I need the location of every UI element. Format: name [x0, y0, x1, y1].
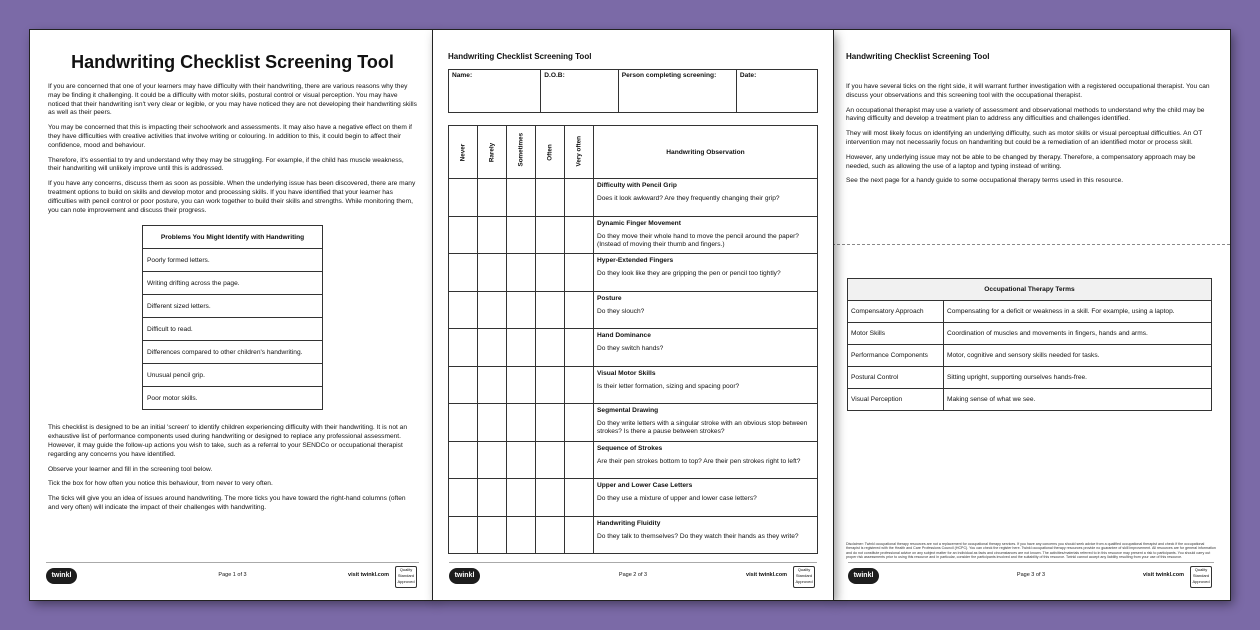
problem-item: Poor motor skills.: [143, 387, 323, 410]
intro-paragraph: If you are concerned that one of your learners may have difficulty with their handwriting, there are various reasons why they may be finding it challenging. It could be a difficulty with motor skills, postural control or visual perception. You may have noticed that their handwriting isn't very clear or legible, or you may have noticed they are not developing their handwriting skills as well as their peers.: [48, 83, 417, 117]
observation-title: Posture: [597, 294, 622, 302]
problems-table-header: Problems You Might Identify with Handwriting: [143, 226, 323, 249]
page-footer: [449, 566, 817, 588]
page-number: Page 2 of 3: [618, 572, 648, 578]
body-paragraph: The ticks will give you an idea of issues around handwriting. The more ticks you have toward the right-hand columns (often and very often) will indicate the impact of their challenges with handwriting.: [48, 495, 406, 511]
visit-link[interactable]: visit twinkl.com: [348, 572, 389, 578]
body-paragraph: This checklist is designed to be an initial 'screen' to identify children experiencing difficulty with their handwriting. It is not an exhaustive list of performance components used during handwriting or designed to replace any professional assessment. However, it may guide the follow-up actions you wish to take, such as a referral to your SENDCo or occupational therapist regarding any concerns you have identified.: [48, 424, 408, 458]
observation-title: Dynamic Finger Movement: [597, 219, 681, 227]
tick-box[interactable]: [565, 254, 594, 292]
term-definition: Making sense of what we see.: [944, 389, 1212, 411]
observation-question: Does it look awkward? Are they frequently changing their grip?: [597, 195, 780, 202]
terms-table-header: Occupational Therapy Terms: [848, 279, 1212, 301]
column-never: Never: [449, 126, 478, 179]
observation-row: [449, 329, 818, 367]
observation-row: [449, 254, 818, 292]
tick-box[interactable]: [449, 254, 478, 292]
page-3: [832, 30, 1230, 600]
column-rarely: Rarely: [478, 126, 507, 179]
ot-paragraph: If you have several ticks on the right side, it will warrant further investigation with a registered occupational therapist. You can discuss your observations and this screening tool with the occupational therapist.: [846, 83, 1210, 99]
observation-cell: [594, 441, 818, 479]
problem-item: Different sized letters.: [143, 295, 323, 318]
tick-box[interactable]: [536, 366, 565, 404]
term-definition: Coordination of muscles and movements in fingers, hands and arms.: [944, 323, 1212, 345]
tick-box[interactable]: [507, 179, 536, 217]
tick-box[interactable]: [565, 441, 594, 479]
body-paragraph: Tick the box for how often you notice this behaviour, from never to very often.: [48, 480, 273, 488]
tick-box[interactable]: [449, 441, 478, 479]
tick-box[interactable]: [478, 516, 507, 554]
tick-box[interactable]: [507, 479, 536, 517]
problem-item: Differences compared to other children's handwriting.: [143, 341, 323, 364]
tick-box[interactable]: [449, 479, 478, 517]
column-very-often: Very often: [565, 126, 594, 179]
tick-box[interactable]: [565, 291, 594, 329]
observation-title: Segmental Drawing: [597, 407, 659, 414]
intro-paragraph: You may be concerned that this is impacting their schoolwork and assessments. It may also have a negative effect on them if they have difficulties with creative activities that involve writing or colouring. In addition to this, it could begin to affect their confidence, mood and behaviour.: [48, 124, 412, 149]
tick-box[interactable]: [536, 254, 565, 292]
intro-paragraph: If you have any concerns, discuss them as soon as possible. When the underlying issue has been discovered, there are many treatment options to build on skills and develop motor and processing skills. If you have identified that your learner has difficulties with pencil control or poor posture, you can work together to build their skills and strengths. While monitoring them, you can note improvement and discuss their progress.: [48, 180, 416, 214]
problem-item: Unusual pencil grip.: [143, 364, 323, 387]
tick-box[interactable]: [449, 516, 478, 554]
visit-link[interactable]: visit twinkl.com: [1143, 572, 1184, 578]
observation-row: [449, 479, 818, 517]
observation-row: [449, 404, 818, 442]
observation-cell: [594, 216, 818, 254]
term-row: [848, 345, 1212, 367]
terms-table: [847, 278, 1212, 411]
ot-paragraph: However, any underlying issue may not be able to be changed by therapy. Therefore, a compensatory approach may be needed, such as allowing the use of a laptop and typing instead of writing.: [846, 153, 1196, 170]
term-row: [848, 323, 1212, 345]
observation-question: Do they look like they are gripping the pen or pencil too tightly?: [597, 270, 781, 277]
observation-question: Do they slouch?: [597, 307, 645, 315]
observation-title: Difficulty with Pencil Grip: [597, 182, 677, 189]
page-title: Handwriting Checklist Screening Tool: [71, 52, 394, 72]
column-often: Often: [536, 126, 565, 179]
tick-box[interactable]: [507, 404, 536, 442]
observation-title: Visual Motor Skills: [597, 369, 656, 377]
tick-box[interactable]: [507, 366, 536, 404]
observation-question: Is their letter formation, sizing and spacing poor?: [597, 382, 740, 390]
page-1: [30, 30, 435, 600]
disclaimer: Disclaimer: Twinkl occupational therapy resources are not a replacement for occupational therapy services. If you have any concerns you should seek advice from a qualified occupational therapist and check if the occupational therapist is registered with the Health and Care Professions Council (HCPC). You can check the register here. Twinkl occupational therapy resources provide no guarantee of skill improvement. All resources are for general information and do not constitute professional advice on any subject matter for an individual as facts and circumstances are not known. The activities/materials referred to in this resource may present a risk to participants. You should carry out proper risk assessments prior to using this resource and in particular, consider the participants involved and the suitability of this resource. Twinkl cannot accept any liability resulting from your use of this resource.: [846, 541, 1216, 560]
page-break-divider: [832, 244, 1230, 245]
observation-row: [449, 366, 818, 404]
term-definition: Compensating for a deficit or weakness in a skill. For example, using a laptop.: [944, 301, 1212, 323]
tick-box[interactable]: [507, 441, 536, 479]
tick-box[interactable]: [536, 291, 565, 329]
dob-field[interactable]: D.O.B:: [541, 70, 618, 113]
twinkl-logo: twinkl: [46, 568, 77, 584]
name-field[interactable]: Name:: [449, 70, 541, 113]
twinkl-logo: twinkl: [449, 568, 480, 584]
problem-item: Difficult to read.: [143, 318, 323, 341]
observation-cell: [594, 179, 818, 217]
observation-row: [449, 441, 818, 479]
term-name: Visual Perception: [848, 389, 944, 411]
tick-box[interactable]: [449, 291, 478, 329]
problem-item: Poorly formed letters.: [143, 249, 323, 272]
tick-box[interactable]: [536, 216, 565, 254]
observation-question: Do they move their whole hand to move the pencil around the paper? (Instead of moving their thumb and fingers.): [597, 232, 799, 248]
quality-badge-icon: Quality Standard Approved: [1190, 566, 1212, 588]
tick-box[interactable]: [449, 404, 478, 442]
tick-box[interactable]: [478, 254, 507, 292]
page-2: [433, 30, 833, 600]
observation-title: Hand Dominance: [597, 332, 651, 339]
term-row: [848, 389, 1212, 411]
problems-table: [142, 225, 323, 410]
page-number: Page 3 of 3: [1016, 572, 1046, 578]
column-sometimes: Sometimes: [507, 126, 536, 179]
tick-box[interactable]: [449, 366, 478, 404]
observation-cell: [594, 516, 818, 554]
observation-table: [448, 125, 818, 554]
observation-title: Handwriting Fluidity: [597, 519, 661, 527]
tick-box[interactable]: [536, 516, 565, 554]
date-field[interactable]: Date:: [736, 70, 817, 113]
quality-badge-icon: Quality Standard Approved: [793, 566, 815, 588]
term-name: Performance Components: [848, 345, 944, 367]
ot-paragraph: An occupational therapist may use a variety of assessment and observational methods to understand why the child may be having difficulty and develop a treatment plan to address any difficulties and challenges identified.: [846, 106, 1205, 123]
footer-divider: [449, 562, 817, 563]
page-number: Page 1 of 3: [218, 572, 247, 578]
observation-title: Sequence of Strokes: [597, 444, 663, 452]
observation-question: Do they use a mixture of upper and lower case letters?: [597, 495, 757, 502]
problem-item: Writing drifting across the page.: [143, 272, 323, 295]
person-completing-field[interactable]: Person completing screening:: [618, 70, 736, 113]
observation-cell: [594, 366, 818, 404]
tick-box[interactable]: [565, 216, 594, 254]
page-header: Handwriting Checklist Screening Tool: [448, 52, 592, 61]
observation-cell: [594, 291, 818, 329]
observation-question: Do they talk to themselves? Do they watch their hands as they write?: [597, 532, 799, 540]
term-definition: Sitting upright, supporting ourselves hands-free.: [944, 367, 1212, 389]
footer-divider: [46, 562, 419, 563]
tick-box[interactable]: [449, 329, 478, 367]
tick-box[interactable]: [536, 329, 565, 367]
observation-title: Upper and Lower Case Letters: [597, 482, 693, 489]
observation-row: [449, 179, 818, 217]
tick-box[interactable]: [536, 179, 565, 217]
tick-box[interactable]: [449, 216, 478, 254]
tick-box[interactable]: [449, 179, 478, 217]
intro-paragraph: Therefore, it's essential to try and understand why they may be struggling. For example, if the child has muscle weakness, their handwriting will unlikely improve until this is addressed.: [48, 156, 404, 173]
term-definition: Motor, cognitive and sensory skills needed for tasks.: [944, 345, 1212, 367]
observation-row: [449, 516, 818, 554]
term-row: [848, 367, 1212, 389]
tick-box[interactable]: [565, 329, 594, 367]
footer-divider: [848, 562, 1214, 563]
twinkl-logo: twinkl: [848, 568, 879, 584]
observation-row: [449, 291, 818, 329]
tick-box[interactable]: [478, 179, 507, 217]
observation-question: Are their pen strokes bottom to top? Are their pen strokes right to left?: [597, 457, 801, 465]
page-header: Handwriting Checklist Screening Tool: [846, 52, 990, 61]
tick-box[interactable]: [478, 441, 507, 479]
term-name: Compensatory Approach: [848, 301, 944, 323]
visit-link[interactable]: visit twinkl.com: [746, 572, 787, 578]
page-footer: [848, 566, 1214, 588]
tick-box[interactable]: [478, 366, 507, 404]
observation-question: Do they write letters with a singular stroke with an obvious stop between strokes? Is there a pause between strokes?: [597, 420, 808, 435]
tick-box[interactable]: [565, 516, 594, 554]
ot-paragraph: See the next page for a handy guide to some occupational therapy terms used in this resource.: [846, 177, 1124, 185]
info-table: [448, 69, 818, 113]
term-name: Motor Skills: [848, 323, 944, 345]
tick-box[interactable]: [507, 291, 536, 329]
observation-cell: [594, 404, 818, 442]
tick-box[interactable]: [507, 254, 536, 292]
term-row: [848, 301, 1212, 323]
body-paragraph: Observe your learner and fill in the screening tool below.: [48, 465, 213, 473]
tick-box[interactable]: [536, 441, 565, 479]
observation-row: [449, 216, 818, 254]
tick-box[interactable]: [536, 479, 565, 517]
tick-box[interactable]: [565, 404, 594, 442]
tick-box[interactable]: [478, 216, 507, 254]
observation-title: Hyper-Extended Fingers: [597, 257, 674, 264]
tick-box[interactable]: [507, 329, 536, 367]
tick-box[interactable]: [507, 216, 536, 254]
tick-box[interactable]: [478, 291, 507, 329]
tick-box[interactable]: [565, 179, 594, 217]
tick-box[interactable]: [565, 479, 594, 517]
tick-box[interactable]: [478, 404, 507, 442]
observation-cell: [594, 479, 818, 517]
tick-box[interactable]: [536, 404, 565, 442]
observation-question: Do they switch hands?: [597, 345, 664, 352]
page-footer: [46, 566, 419, 588]
ot-paragraph: They will most likely focus on identifying an underlying difficulty, such as motor skills or visual perceptual difficulties. An OT intervention may not necessarily focus on handwriting but could be a remediation of an identified motor or process skill.: [846, 130, 1203, 146]
tick-box[interactable]: [478, 329, 507, 367]
observation-cell: [594, 254, 818, 292]
tick-box[interactable]: [565, 366, 594, 404]
quality-badge-icon: Quality Standard Approved: [395, 566, 417, 588]
tick-box[interactable]: [507, 516, 536, 554]
observation-cell: [594, 329, 818, 367]
tick-box[interactable]: [478, 479, 507, 517]
term-name: Postural Control: [848, 367, 944, 389]
observation-header: Handwriting Observation: [594, 126, 818, 179]
